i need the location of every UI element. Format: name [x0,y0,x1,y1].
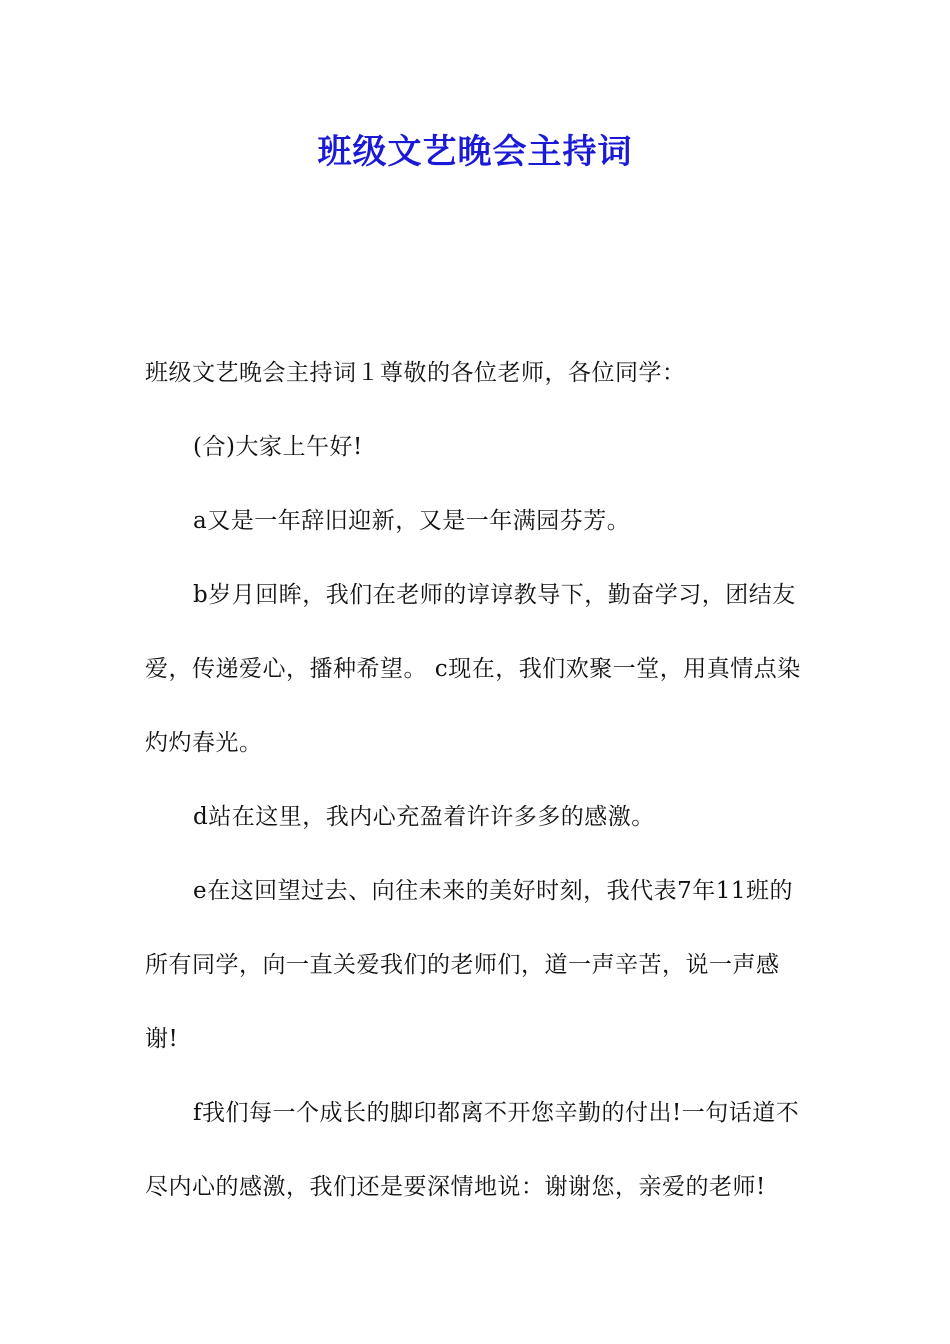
paragraph-a: a又是一年辞旧迎新，又是一年满园芬芳。 [193,508,631,534]
paragraph-f: f我们每一个成长的脚印都离不开您辛勤的付出!一句话道不尽内心的感激，我们还是要深情地说：谢谢您，亲爱的老师! [145,1100,800,1200]
paragraph-d: d站在这里，我内心充盈着许许多多的感激。 [193,804,655,830]
document-body [145,336,810,1224]
paragraph-e: e在这回望过去、向往未来的美好时刻，我代表7年11班的所有同学，向一直关爱我们的老师们，道一声辛苦，说一声感谢! [145,878,794,1052]
document-title: 班级文艺晚会主持词 [317,132,633,172]
paragraph-b-c: b岁月回眸，我们在老师的谆谆教导下，勤奋学习，团结友爱，传递爱心，播种希望。 c现在，我们欢聚一堂，用真情点染灼灼春光。 [145,582,801,756]
paragraph-intro: 班级文艺晚会主持词１尊敬的各位老师，各位同学： [145,360,686,386]
paragraph-greeting: (合)大家上午好! [193,434,363,460]
